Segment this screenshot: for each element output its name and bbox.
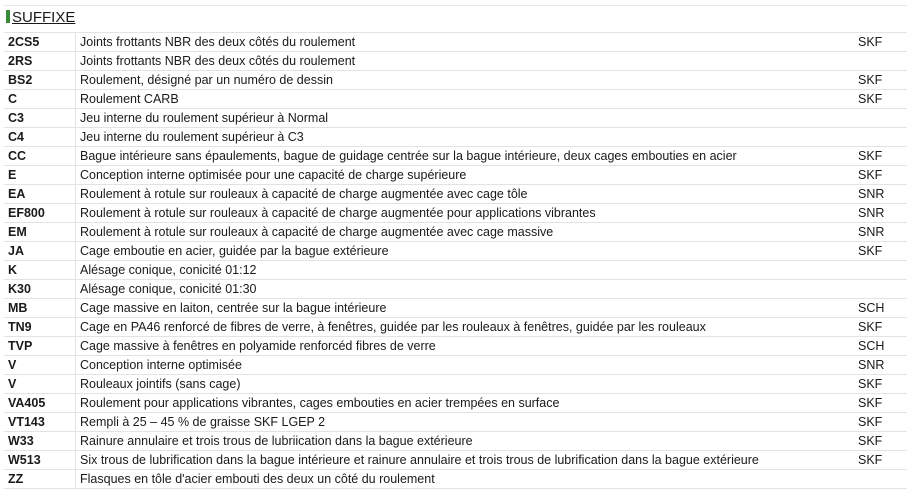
table-row: [4, 90, 907, 109]
section-title-text: SUFFIXE: [12, 9, 76, 26]
suffix-code: E: [4, 166, 76, 185]
suffix-description: Alésage conique, conicité 01:30: [76, 280, 859, 299]
table-row: [4, 299, 907, 318]
suffix-description: Conception interne optimisée pour une capacité de charge supérieure: [76, 166, 859, 185]
suffix-brand: [858, 109, 907, 128]
suffix-brand: SKF: [858, 147, 907, 166]
suffix-description: Flasques en tôle d'acier embouti des deux un côté du roulement: [76, 470, 859, 489]
suffix-description: Rouleaux jointifs (sans cage): [76, 375, 859, 394]
table-row: [4, 337, 907, 356]
suffix-brand: SKF: [858, 375, 907, 394]
suffix-brand: SCH: [858, 299, 907, 318]
suffix-code: EM: [4, 223, 76, 242]
table-row: [4, 147, 907, 166]
suffix-description: Roulement à rotule sur rouleaux à capacité de charge augmentée avec cage tôle: [76, 185, 859, 204]
table-row: [4, 52, 907, 71]
suffix-description: Jeu interne du roulement supérieur à Normal: [76, 109, 859, 128]
suffix-description: Cage massive en laiton, centrée sur la bague intérieure: [76, 299, 859, 318]
suffix-brand: [858, 128, 907, 147]
suffix-brand: SNR: [858, 356, 907, 375]
suffix-brand: [858, 261, 907, 280]
suffix-code: ZZ: [4, 470, 76, 489]
suffix-brand: SKF: [858, 166, 907, 185]
suffix-brand: SNR: [858, 185, 907, 204]
suffix-code: V: [4, 375, 76, 394]
suffix-brand: SKF: [858, 413, 907, 432]
suffix-description: Joints frottants NBR des deux côtés du roulement: [76, 33, 859, 52]
suffix-code: C: [4, 90, 76, 109]
suffix-brand: SKF: [858, 71, 907, 90]
suffix-description: Six trous de lubrification dans la bague intérieure et rainure annulaire et trois trous de lubrification dans la bague extérieure: [76, 451, 859, 470]
suffix-description: Rainure annulaire et trois trous de lubriication dans la bague extérieure: [76, 432, 859, 451]
suffix-description: Jeu interne du roulement supérieur à C3: [76, 128, 859, 147]
table-row: [4, 185, 907, 204]
suffix-brand: SKF: [858, 242, 907, 261]
suffix-code: BS2: [4, 71, 76, 90]
suffix-brand: [858, 280, 907, 299]
suffix-code: JA: [4, 242, 76, 261]
suffix-code: VT143: [4, 413, 76, 432]
suffix-code: EF800: [4, 204, 76, 223]
suffix-description: Roulement pour applications vibrantes, cages embouties en acier trempées en surface: [76, 394, 859, 413]
suffix-description: Cage massive à fenêtres en polyamide renforcéd fibres de verre: [76, 337, 859, 356]
table-row: [4, 166, 907, 185]
table-row: [4, 394, 907, 413]
suffix-code: MB: [4, 299, 76, 318]
table-row: [4, 261, 907, 280]
suffix-code: K: [4, 261, 76, 280]
table-row: [4, 109, 907, 128]
table-row: [4, 356, 907, 375]
suffix-brand: SNR: [858, 204, 907, 223]
table-row: [4, 242, 907, 261]
suffix-code: CC: [4, 147, 76, 166]
table-row: [4, 318, 907, 337]
suffix-description: Joints frottants NBR des deux côtés du roulement: [76, 52, 859, 71]
suffix-code: C4: [4, 128, 76, 147]
suffix-code: V: [4, 356, 76, 375]
suffix-description: Roulement à rotule sur rouleaux à capacité de charge augmentée pour applications vibrantes: [76, 204, 859, 223]
table-row: [4, 451, 907, 470]
suffix-description: Bague intérieure sans épaulements, bague de guidage centrée sur la bague intérieure, deux cages embouties en acier: [76, 147, 859, 166]
suffix-brand: SKF: [858, 90, 907, 109]
suffix-code: EA: [4, 185, 76, 204]
suffix-description: Alésage conique, conicité 01:12: [76, 261, 859, 280]
suffix-description: Rempli à 25 – 45 % de graisse SKF LGEP 2: [76, 413, 859, 432]
suffix-description: Cage en PA46 renforcé de fibres de verre, à fenêtres, guidée par les rouleaux à fenêtres, guidée par les rouleaux: [76, 318, 859, 337]
table-row: [4, 375, 907, 394]
table-row: [4, 432, 907, 451]
suffix-brand: SKF: [858, 451, 907, 470]
table-row: [4, 33, 907, 52]
title-marker-icon: [6, 10, 10, 23]
table-row: [4, 128, 907, 147]
suffix-code: W513: [4, 451, 76, 470]
suffix-description: Roulement CARB: [76, 90, 859, 109]
table-row: [4, 280, 907, 299]
suffix-description: Conception interne optimisée: [76, 356, 859, 375]
suffix-description: Roulement à rotule sur rouleaux à capacité de charge augmentée avec cage massive: [76, 223, 859, 242]
suffix-brand: SKF: [858, 33, 907, 52]
suffix-code: K30: [4, 280, 76, 299]
table-row: [4, 413, 907, 432]
table-row: [4, 223, 907, 242]
suffix-code: C3: [4, 109, 76, 128]
suffix-code: TVP: [4, 337, 76, 356]
suffix-brand: SKF: [858, 394, 907, 413]
table-row: [4, 470, 907, 489]
suffix-brand: SNR: [858, 223, 907, 242]
suffix-code: VA405: [4, 394, 76, 413]
suffix-brand: SKF: [858, 432, 907, 451]
suffix-brand: SKF: [858, 318, 907, 337]
table-row: [4, 71, 907, 90]
suffix-description: Cage emboutie en acier, guidée par la bague extérieure: [76, 242, 859, 261]
suffix-table: [4, 32, 907, 489]
top-divider: [4, 5, 907, 6]
suffix-code: W33: [4, 432, 76, 451]
section-title: [6, 8, 75, 30]
suffix-code: 2CS5: [4, 33, 76, 52]
suffix-description: Roulement, désigné par un numéro de dessin: [76, 71, 859, 90]
suffix-code: 2RS: [4, 52, 76, 71]
table-row: [4, 204, 907, 223]
suffix-brand: [858, 52, 907, 71]
suffix-brand: [858, 470, 907, 489]
suffix-code: TN9: [4, 318, 76, 337]
suffix-brand: SCH: [858, 337, 907, 356]
